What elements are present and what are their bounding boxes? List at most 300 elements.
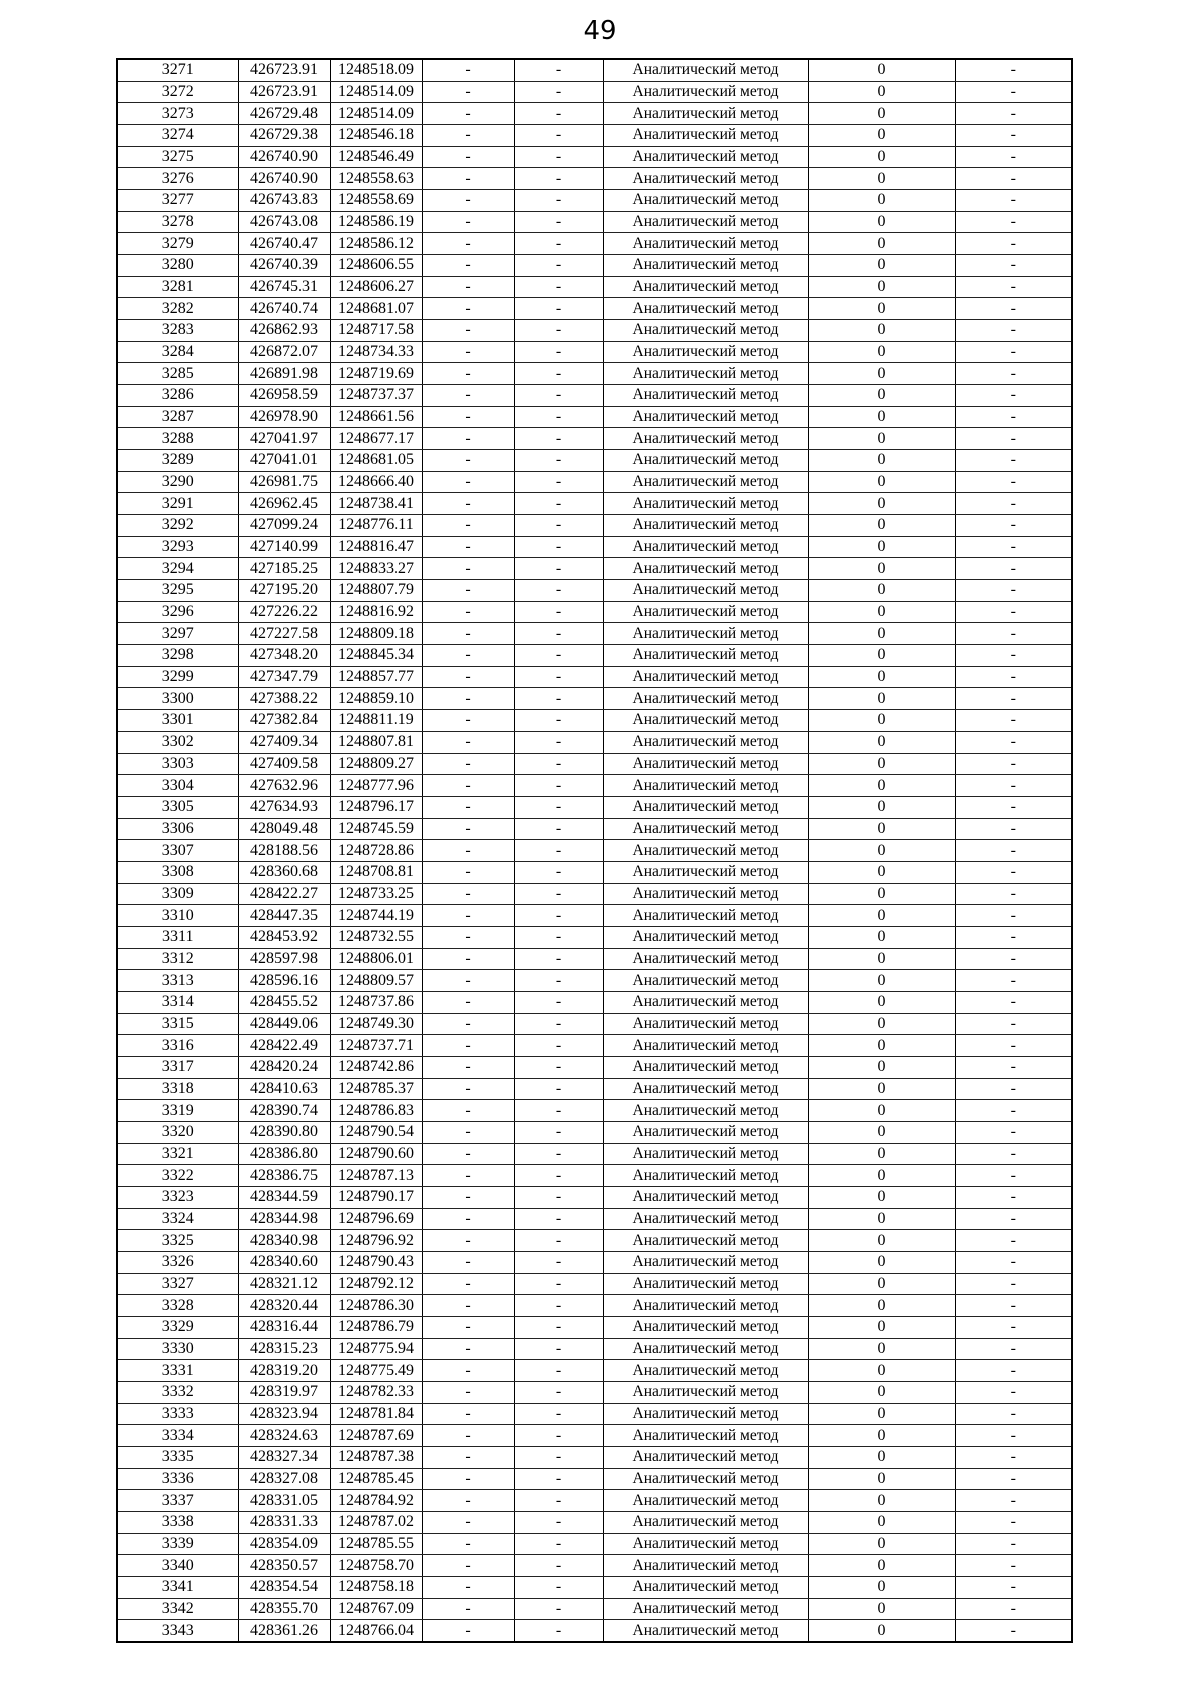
col-8-cell: - — [955, 840, 1072, 862]
col-5-cell: - — [514, 233, 603, 255]
y-coordinate-cell: 1248859.10 — [330, 688, 422, 710]
x-coordinate-cell: 426872.07 — [238, 341, 330, 363]
x-coordinate-cell: 427041.97 — [238, 428, 330, 450]
col-7-cell: 0 — [808, 211, 955, 233]
y-coordinate-cell: 1248807.79 — [330, 580, 422, 602]
col-8-cell: - — [955, 710, 1072, 732]
point-number-cell: 3322 — [117, 1165, 238, 1187]
x-coordinate-cell: 428360.68 — [238, 861, 330, 883]
col-5-cell: - — [514, 255, 603, 277]
x-coordinate-cell: 428422.49 — [238, 1035, 330, 1057]
table-row — [117, 385, 1072, 407]
col-7-cell: 0 — [808, 1251, 955, 1273]
x-coordinate-cell: 427409.34 — [238, 731, 330, 753]
col-4-cell: - — [422, 1056, 514, 1078]
y-coordinate-cell: 1248796.92 — [330, 1230, 422, 1252]
col-7-cell: 0 — [808, 493, 955, 515]
table-row — [117, 298, 1072, 320]
point-number-cell: 3295 — [117, 580, 238, 602]
col-5-cell: - — [514, 385, 603, 407]
x-coordinate-cell: 428340.60 — [238, 1251, 330, 1273]
col-4-cell: - — [422, 1425, 514, 1447]
col-7-cell: 0 — [808, 298, 955, 320]
method-cell: Аналитический метод — [603, 666, 808, 688]
y-coordinate-cell: 1248586.19 — [330, 211, 422, 233]
method-cell: Аналитический метод — [603, 233, 808, 255]
y-coordinate-cell: 1248811.19 — [330, 710, 422, 732]
point-number-cell: 3305 — [117, 796, 238, 818]
point-number-cell: 3315 — [117, 1013, 238, 1035]
col-5-cell: - — [514, 1555, 603, 1577]
col-5-cell: - — [514, 276, 603, 298]
x-coordinate-cell: 427226.22 — [238, 601, 330, 623]
table-row — [117, 861, 1072, 883]
col-5-cell: - — [514, 840, 603, 862]
col-8-cell: - — [955, 753, 1072, 775]
y-coordinate-cell: 1248558.69 — [330, 190, 422, 212]
method-cell: Аналитический метод — [603, 1381, 808, 1403]
col-8-cell: - — [955, 146, 1072, 168]
col-7-cell: 0 — [808, 103, 955, 125]
col-5-cell: - — [514, 645, 603, 667]
col-4-cell: - — [422, 1468, 514, 1490]
col-8-cell: - — [955, 645, 1072, 667]
point-number-cell: 3340 — [117, 1555, 238, 1577]
col-8-cell: - — [955, 580, 1072, 602]
method-cell: Аналитический метод — [603, 1186, 808, 1208]
y-coordinate-cell: 1248514.09 — [330, 81, 422, 103]
col-7-cell: 0 — [808, 710, 955, 732]
table-row — [117, 103, 1072, 125]
point-number-cell: 3343 — [117, 1620, 238, 1642]
col-7-cell: 0 — [808, 796, 955, 818]
y-coordinate-cell: 1248796.69 — [330, 1208, 422, 1230]
col-7-cell: 0 — [808, 753, 955, 775]
col-7-cell: 0 — [808, 840, 955, 862]
col-7-cell: 0 — [808, 1338, 955, 1360]
col-7-cell: 0 — [808, 1143, 955, 1165]
col-4-cell: - — [422, 948, 514, 970]
x-coordinate-cell: 426740.39 — [238, 255, 330, 277]
point-number-cell: 3310 — [117, 905, 238, 927]
x-coordinate-cell: 428354.09 — [238, 1533, 330, 1555]
col-5-cell: - — [514, 991, 603, 1013]
x-coordinate-cell: 427382.84 — [238, 710, 330, 732]
col-4-cell: - — [422, 775, 514, 797]
table-row — [117, 1165, 1072, 1187]
point-number-cell: 3342 — [117, 1598, 238, 1620]
col-7-cell: 0 — [808, 926, 955, 948]
col-8-cell: - — [955, 883, 1072, 905]
method-cell: Аналитический метод — [603, 558, 808, 580]
point-number-cell: 3312 — [117, 948, 238, 970]
col-7-cell: 0 — [808, 883, 955, 905]
table-row — [117, 515, 1072, 537]
col-8-cell: - — [955, 1490, 1072, 1512]
col-5-cell: - — [514, 970, 603, 992]
y-coordinate-cell: 1248790.54 — [330, 1121, 422, 1143]
col-5-cell: - — [514, 1273, 603, 1295]
table-row — [117, 168, 1072, 190]
col-5-cell: - — [514, 883, 603, 905]
method-cell: Аналитический метод — [603, 211, 808, 233]
col-4-cell: - — [422, 905, 514, 927]
x-coordinate-cell: 428449.06 — [238, 1013, 330, 1035]
point-number-cell: 3280 — [117, 255, 238, 277]
point-number-cell: 3321 — [117, 1143, 238, 1165]
point-number-cell: 3324 — [117, 1208, 238, 1230]
method-cell: Аналитический метод — [603, 645, 808, 667]
col-8-cell: - — [955, 991, 1072, 1013]
x-coordinate-cell: 428319.97 — [238, 1381, 330, 1403]
col-8-cell: - — [955, 1208, 1072, 1230]
col-7-cell: 0 — [808, 1425, 955, 1447]
col-4-cell: - — [422, 320, 514, 342]
col-7-cell: 0 — [808, 233, 955, 255]
table-row — [117, 81, 1072, 103]
col-8-cell: - — [955, 970, 1072, 992]
col-4-cell: - — [422, 796, 514, 818]
col-8-cell: - — [955, 515, 1072, 537]
col-5-cell: - — [514, 1512, 603, 1534]
col-8-cell: - — [955, 255, 1072, 277]
col-5-cell: - — [514, 298, 603, 320]
table-row — [117, 688, 1072, 710]
col-5-cell: - — [514, 1381, 603, 1403]
method-cell: Аналитический метод — [603, 103, 808, 125]
col-8-cell: - — [955, 363, 1072, 385]
method-cell: Аналитический метод — [603, 1013, 808, 1035]
col-4-cell: - — [422, 515, 514, 537]
table-row — [117, 1403, 1072, 1425]
y-coordinate-cell: 1248787.38 — [330, 1447, 422, 1469]
col-7-cell: 0 — [808, 1100, 955, 1122]
col-5-cell: - — [514, 710, 603, 732]
x-coordinate-cell: 428344.98 — [238, 1208, 330, 1230]
x-coordinate-cell: 428422.27 — [238, 883, 330, 905]
col-8-cell: - — [955, 1230, 1072, 1252]
col-7-cell: 0 — [808, 146, 955, 168]
point-number-cell: 3314 — [117, 991, 238, 1013]
x-coordinate-cell: 428350.57 — [238, 1555, 330, 1577]
x-coordinate-cell: 428323.94 — [238, 1403, 330, 1425]
col-8-cell: - — [955, 81, 1072, 103]
col-5-cell: - — [514, 1533, 603, 1555]
method-cell: Аналитический метод — [603, 796, 808, 818]
table-row — [117, 1056, 1072, 1078]
table-row — [117, 276, 1072, 298]
col-5-cell: - — [514, 406, 603, 428]
method-cell: Аналитический метод — [603, 298, 808, 320]
y-coordinate-cell: 1248782.33 — [330, 1381, 422, 1403]
table-row — [117, 796, 1072, 818]
point-number-cell: 3297 — [117, 623, 238, 645]
coordinates-table — [116, 58, 1073, 1643]
point-number-cell: 3275 — [117, 146, 238, 168]
table-row — [117, 558, 1072, 580]
table-row — [117, 666, 1072, 688]
x-coordinate-cell: 426745.31 — [238, 276, 330, 298]
method-cell: Аналитический метод — [603, 1360, 808, 1382]
col-5-cell: - — [514, 818, 603, 840]
col-8-cell: - — [955, 666, 1072, 688]
col-7-cell: 0 — [808, 731, 955, 753]
y-coordinate-cell: 1248681.05 — [330, 450, 422, 472]
col-4-cell: - — [422, 59, 514, 81]
y-coordinate-cell: 1248738.41 — [330, 493, 422, 515]
col-7-cell: 0 — [808, 623, 955, 645]
table-row — [117, 926, 1072, 948]
col-4-cell: - — [422, 991, 514, 1013]
method-cell: Аналитический метод — [603, 341, 808, 363]
table-row — [117, 1598, 1072, 1620]
col-8-cell: - — [955, 211, 1072, 233]
col-4-cell: - — [422, 1577, 514, 1599]
point-number-cell: 3329 — [117, 1316, 238, 1338]
y-coordinate-cell: 1248606.55 — [330, 255, 422, 277]
y-coordinate-cell: 1248681.07 — [330, 298, 422, 320]
col-8-cell: - — [955, 1100, 1072, 1122]
table-row — [117, 211, 1072, 233]
col-4-cell: - — [422, 406, 514, 428]
y-coordinate-cell: 1248717.58 — [330, 320, 422, 342]
table-row — [117, 255, 1072, 277]
col-8-cell: - — [955, 1620, 1072, 1642]
col-7-cell: 0 — [808, 818, 955, 840]
point-number-cell: 3337 — [117, 1490, 238, 1512]
col-7-cell: 0 — [808, 1555, 955, 1577]
col-5-cell: - — [514, 731, 603, 753]
col-7-cell: 0 — [808, 1316, 955, 1338]
col-7-cell: 0 — [808, 905, 955, 927]
col-7-cell: 0 — [808, 861, 955, 883]
method-cell: Аналитический метод — [603, 1425, 808, 1447]
x-coordinate-cell: 428331.33 — [238, 1512, 330, 1534]
point-number-cell: 3285 — [117, 363, 238, 385]
y-coordinate-cell: 1248786.30 — [330, 1295, 422, 1317]
col-4-cell: - — [422, 666, 514, 688]
col-4-cell: - — [422, 1013, 514, 1035]
point-number-cell: 3338 — [117, 1512, 238, 1534]
col-7-cell: 0 — [808, 1121, 955, 1143]
col-7-cell: 0 — [808, 168, 955, 190]
point-number-cell: 3292 — [117, 515, 238, 537]
method-cell: Аналитический метод — [603, 1316, 808, 1338]
table-row — [117, 146, 1072, 168]
col-7-cell: 0 — [808, 125, 955, 147]
point-number-cell: 3332 — [117, 1381, 238, 1403]
col-4-cell: - — [422, 970, 514, 992]
col-4-cell: - — [422, 1620, 514, 1642]
table-row — [117, 1468, 1072, 1490]
col-8-cell: - — [955, 796, 1072, 818]
table-row — [117, 580, 1072, 602]
col-8-cell: - — [955, 1251, 1072, 1273]
col-4-cell: - — [422, 1186, 514, 1208]
col-8-cell: - — [955, 1121, 1072, 1143]
point-number-cell: 3289 — [117, 450, 238, 472]
method-cell: Аналитический метод — [603, 1295, 808, 1317]
col-7-cell: 0 — [808, 276, 955, 298]
y-coordinate-cell: 1248784.92 — [330, 1490, 422, 1512]
col-4-cell: - — [422, 1143, 514, 1165]
col-7-cell: 0 — [808, 1230, 955, 1252]
x-coordinate-cell: 426958.59 — [238, 385, 330, 407]
col-5-cell: - — [514, 1078, 603, 1100]
col-5-cell: - — [514, 1447, 603, 1469]
col-4-cell: - — [422, 753, 514, 775]
col-4-cell: - — [422, 1165, 514, 1187]
x-coordinate-cell: 428327.08 — [238, 1468, 330, 1490]
x-coordinate-cell: 427185.25 — [238, 558, 330, 580]
col-4-cell: - — [422, 255, 514, 277]
col-4-cell: - — [422, 688, 514, 710]
y-coordinate-cell: 1248758.70 — [330, 1555, 422, 1577]
col-4-cell: - — [422, 168, 514, 190]
y-coordinate-cell: 1248833.27 — [330, 558, 422, 580]
method-cell: Аналитический метод — [603, 1555, 808, 1577]
y-coordinate-cell: 1248787.69 — [330, 1425, 422, 1447]
col-8-cell: - — [955, 450, 1072, 472]
col-5-cell: - — [514, 168, 603, 190]
method-cell: Аналитический метод — [603, 1468, 808, 1490]
y-coordinate-cell: 1248786.83 — [330, 1100, 422, 1122]
col-5-cell: - — [514, 1013, 603, 1035]
table-row — [117, 1555, 1072, 1577]
x-coordinate-cell: 428390.74 — [238, 1100, 330, 1122]
table-row — [117, 840, 1072, 862]
point-number-cell: 3313 — [117, 970, 238, 992]
col-4-cell: - — [422, 471, 514, 493]
point-number-cell: 3278 — [117, 211, 238, 233]
method-cell: Аналитический метод — [603, 991, 808, 1013]
col-5-cell: - — [514, 948, 603, 970]
point-number-cell: 3336 — [117, 1468, 238, 1490]
y-coordinate-cell: 1248666.40 — [330, 471, 422, 493]
method-cell: Аналитический метод — [603, 1512, 808, 1534]
x-coordinate-cell: 426862.93 — [238, 320, 330, 342]
col-5-cell: - — [514, 926, 603, 948]
method-cell: Аналитический метод — [603, 688, 808, 710]
col-4-cell: - — [422, 81, 514, 103]
col-8-cell: - — [955, 428, 1072, 450]
col-8-cell: - — [955, 731, 1072, 753]
x-coordinate-cell: 428386.75 — [238, 1165, 330, 1187]
col-8-cell: - — [955, 1273, 1072, 1295]
col-8-cell: - — [955, 1577, 1072, 1599]
col-5-cell: - — [514, 341, 603, 363]
col-5-cell: - — [514, 320, 603, 342]
point-number-cell: 3320 — [117, 1121, 238, 1143]
col-4-cell: - — [422, 580, 514, 602]
x-coordinate-cell: 426729.38 — [238, 125, 330, 147]
point-number-cell: 3298 — [117, 645, 238, 667]
point-number-cell: 3287 — [117, 406, 238, 428]
col-4-cell: - — [422, 211, 514, 233]
col-7-cell: 0 — [808, 1056, 955, 1078]
page-number: 49 — [583, 16, 617, 46]
col-4-cell: - — [422, 1251, 514, 1273]
col-7-cell: 0 — [808, 775, 955, 797]
col-5-cell: - — [514, 796, 603, 818]
x-coordinate-cell: 426978.90 — [238, 406, 330, 428]
table-row — [117, 363, 1072, 385]
table-row — [117, 1230, 1072, 1252]
col-8-cell: - — [955, 493, 1072, 515]
col-7-cell: 0 — [808, 666, 955, 688]
x-coordinate-cell: 426891.98 — [238, 363, 330, 385]
point-number-cell: 3327 — [117, 1273, 238, 1295]
y-coordinate-cell: 1248734.33 — [330, 341, 422, 363]
col-8-cell: - — [955, 1468, 1072, 1490]
y-coordinate-cell: 1248733.25 — [330, 883, 422, 905]
col-8-cell: - — [955, 818, 1072, 840]
x-coordinate-cell: 427634.93 — [238, 796, 330, 818]
y-coordinate-cell: 1248719.69 — [330, 363, 422, 385]
col-5-cell: - — [514, 1468, 603, 1490]
point-number-cell: 3277 — [117, 190, 238, 212]
x-coordinate-cell: 428324.63 — [238, 1425, 330, 1447]
x-coordinate-cell: 428386.80 — [238, 1143, 330, 1165]
col-4-cell: - — [422, 926, 514, 948]
col-5-cell: - — [514, 450, 603, 472]
col-7-cell: 0 — [808, 428, 955, 450]
method-cell: Аналитический метод — [603, 1533, 808, 1555]
x-coordinate-cell: 428390.80 — [238, 1121, 330, 1143]
x-coordinate-cell: 428049.48 — [238, 818, 330, 840]
col-5-cell: - — [514, 558, 603, 580]
col-5-cell: - — [514, 493, 603, 515]
method-cell: Аналитический метод — [603, 471, 808, 493]
col-7-cell: 0 — [808, 1598, 955, 1620]
point-number-cell: 3328 — [117, 1295, 238, 1317]
table-row — [117, 883, 1072, 905]
col-5-cell: - — [514, 601, 603, 623]
x-coordinate-cell: 426723.91 — [238, 81, 330, 103]
col-5-cell: - — [514, 190, 603, 212]
table-row — [117, 948, 1072, 970]
col-4-cell: - — [422, 1381, 514, 1403]
y-coordinate-cell: 1248807.81 — [330, 731, 422, 753]
point-number-cell: 3316 — [117, 1035, 238, 1057]
col-8-cell: - — [955, 926, 1072, 948]
col-7-cell: 0 — [808, 645, 955, 667]
y-coordinate-cell: 1248790.17 — [330, 1186, 422, 1208]
col-8-cell: - — [955, 688, 1072, 710]
col-4-cell: - — [422, 298, 514, 320]
point-number-cell: 3281 — [117, 276, 238, 298]
y-coordinate-cell: 1248546.18 — [330, 125, 422, 147]
x-coordinate-cell: 428344.59 — [238, 1186, 330, 1208]
x-coordinate-cell: 428331.05 — [238, 1490, 330, 1512]
col-5-cell: - — [514, 1186, 603, 1208]
method-cell: Аналитический метод — [603, 1338, 808, 1360]
col-5-cell: - — [514, 471, 603, 493]
col-7-cell: 0 — [808, 1533, 955, 1555]
point-number-cell: 3286 — [117, 385, 238, 407]
x-coordinate-cell: 428320.44 — [238, 1295, 330, 1317]
table-row — [117, 731, 1072, 753]
col-5-cell: - — [514, 753, 603, 775]
col-8-cell: - — [955, 905, 1072, 927]
col-8-cell: - — [955, 298, 1072, 320]
col-4-cell: - — [422, 731, 514, 753]
x-coordinate-cell: 428447.35 — [238, 905, 330, 927]
col-4-cell: - — [422, 1360, 514, 1382]
y-coordinate-cell: 1248737.71 — [330, 1035, 422, 1057]
col-7-cell: 0 — [808, 1620, 955, 1642]
col-8-cell: - — [955, 948, 1072, 970]
